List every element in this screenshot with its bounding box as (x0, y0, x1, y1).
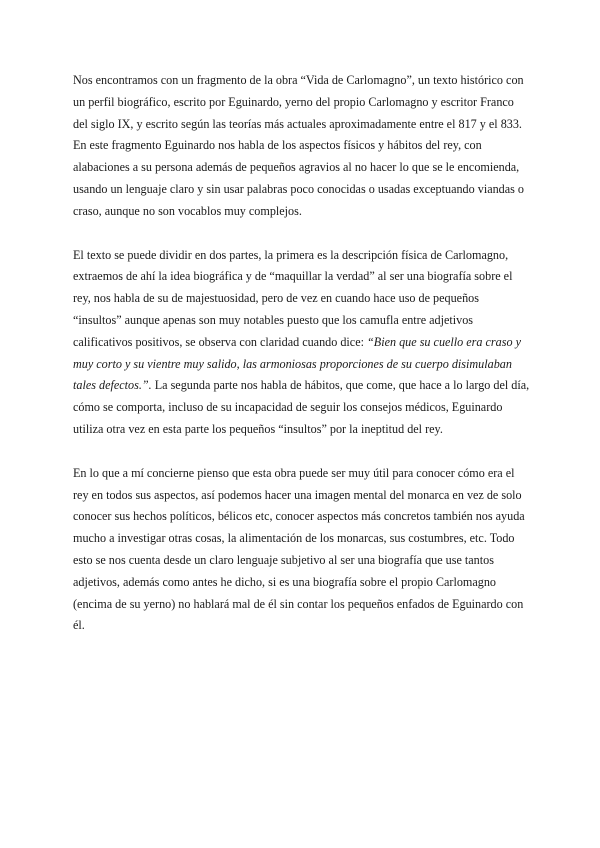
text-line (73, 92, 529, 114)
text-line (73, 245, 529, 267)
text-line (73, 135, 529, 157)
quoted-text: “Bien que su cuello era craso y (367, 334, 521, 349)
text-line (73, 288, 529, 310)
text-line (73, 594, 529, 616)
text-line (73, 179, 529, 201)
text-segment: esto se nos cuenta desde un claro lenguaje subjetivo al ser una biografía que use tantos (73, 552, 494, 567)
quoted-text: muy corto y su vientre muy salido, las armoniosas proporciones de su cuerpo disimulaban (73, 356, 512, 371)
text-segment: “insultos” aunque apenas son muy notables puesto que los camufla entre adjetivos (73, 312, 474, 327)
text-segment: él. (73, 618, 85, 633)
text-line (73, 485, 529, 507)
text-line (73, 354, 529, 376)
text-segment: del siglo IX, y escrito según las teorías más actuales aproximadamente entre el 817 y el 833. (73, 116, 522, 131)
text-segment: adjetivos, además como antes he dicho, si es una biografía sobre el propio Carlomagno (73, 574, 496, 589)
text-line (73, 375, 529, 397)
text-segment: rey en todos sus aspectos, así podemos hacer una imagen mental del monarca en vez de solo (73, 487, 522, 502)
text-line (73, 157, 529, 179)
text-line (73, 506, 529, 528)
text-segment: cómo se comporta, incluso de su incapacidad de seguir los consejos médicos, Eguinardo (73, 400, 503, 415)
text-line (73, 310, 529, 332)
text-line (73, 615, 529, 637)
text-segment: calificativos positivos, se observa con claridad cuando dice: (73, 334, 368, 349)
text-line (73, 550, 529, 572)
text-segment: usando un lenguaje claro y sin usar palabras poco conocidas o usadas exceptuando viandas o (73, 181, 524, 196)
text-line (73, 528, 529, 550)
text-segment: alabaciones a su persona además de pequeños agravios al no hacer lo que se le encomienda, (73, 160, 520, 175)
text-segment: utiliza otra vez en esta parte los pequeños “insultos” por la ineptitud del rey. (73, 421, 443, 436)
text-line (73, 332, 529, 354)
text-segment: En este fragmento Eguinardo nos habla de los aspectos físicos y hábitos del rey, con (73, 138, 482, 153)
text-line (73, 201, 529, 223)
quoted-text: tales defectos.”. (73, 378, 152, 393)
text-line (73, 572, 529, 594)
text-segment: La segunda parte nos habla de hábitos, que come, que hace a lo largo del día, (151, 378, 530, 393)
text-line (73, 419, 529, 441)
text-segment: mucho a investigar otras cosas, la alimentación de los monarcas, sus costumbres, etc. Todo (73, 531, 515, 546)
paragraph-3 (73, 463, 529, 637)
text-segment: conocer sus hechos políticos, bélicos etc, conocer aspectos más concretos también nos ayuda (73, 509, 525, 524)
text-segment: extraemos de ahí la idea biográfica y de “maquillar la verdad” al ser una biografía sobre el (73, 269, 513, 284)
text-line (73, 397, 529, 419)
text-line (73, 266, 529, 288)
paragraph-1 (73, 70, 529, 223)
text-line (73, 114, 529, 136)
text-segment: En lo que a mí concierne pienso que esta obra puede ser muy útil para conocer cómo era el (73, 465, 515, 480)
text-segment: El texto se puede dividir en dos partes, la primera es la descripción física de Carlomagno, (73, 247, 509, 262)
paragraph-2 (73, 245, 529, 441)
text-segment: craso, aunque no son vocablos muy complejos. (73, 203, 302, 218)
text-segment: un perfil biográfico, escrito por Eguinardo, yerno del propio Carlomagno y escritor Franco (73, 94, 514, 109)
text-segment: rey, nos habla de su de majestuosidad, pero de vez en cuando hace uso de pequeños (73, 291, 479, 306)
document-body (73, 70, 529, 659)
text-line (73, 70, 529, 92)
text-line (73, 463, 529, 485)
text-segment: Nos encontramos con un fragmento de la obra “Vida de Carlomagno”, un texto histórico con (73, 73, 524, 87)
text-segment: (encima de su yerno) no hablará mal de él sin contar los pequeños enfados de Eguinardo con (73, 596, 524, 611)
